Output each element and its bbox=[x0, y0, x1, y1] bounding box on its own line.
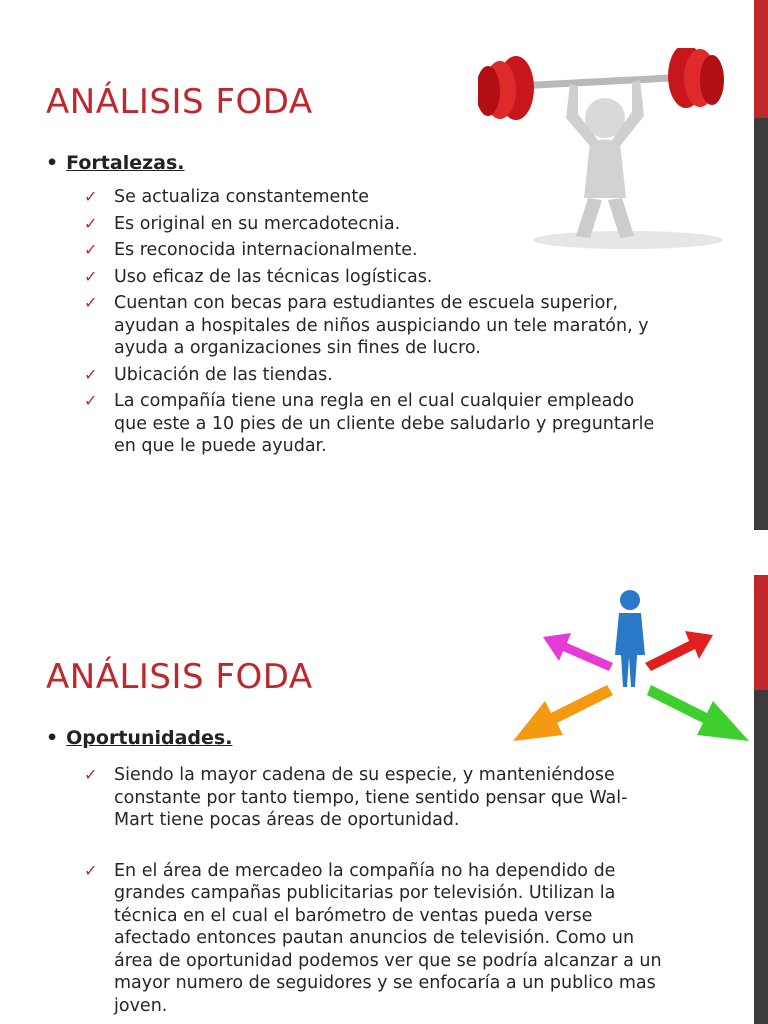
item-text: La compañía tiene una regla en el cual cualquier empleado que este a 10 pies de un cliente debe saludarlo y preguntarle en que le puede ayudar. bbox=[114, 391, 655, 456]
item-text: En el área de mercadeo la compañía no ha dependido de grandes campañas publicitarias por televisión. Utilizan la técnica en el cual el barómetro de ventas pueda verse afectado entonces pautan anuncios de televisión. Como un área de oportunidad podemos ver que se podría alcanzar a un mayor numero de seguidores y se enfocaría a un publico mas joven. bbox=[114, 860, 662, 1016]
item-text: Uso eficaz de las técnicas logísticas. bbox=[114, 266, 433, 287]
list-item bbox=[84, 364, 664, 387]
check-icon: ✓ bbox=[84, 240, 98, 259]
bullet-dot: • bbox=[46, 727, 59, 749]
slide-title: ANÁLISIS FODA bbox=[46, 657, 313, 697]
list-item bbox=[84, 860, 664, 1018]
list-item bbox=[84, 186, 664, 209]
list-item bbox=[84, 764, 664, 832]
list-item bbox=[84, 390, 664, 458]
slide-side-bar bbox=[754, 575, 768, 1024]
item-text: Se actualiza constantemente bbox=[114, 187, 370, 207]
slide-oportunidades bbox=[0, 575, 768, 1024]
slide-side-bar bbox=[754, 0, 768, 530]
check-icon: ✓ bbox=[84, 364, 98, 384]
section-heading bbox=[46, 152, 185, 174]
check-icon: ✓ bbox=[84, 213, 98, 233]
list-item bbox=[84, 266, 664, 289]
direction-arrows-figure-icon bbox=[505, 585, 755, 755]
item-text: Es original en su mercadotecnia. bbox=[114, 213, 401, 234]
check-icon: ✓ bbox=[84, 293, 98, 312]
heading-text: Fortalezas. bbox=[66, 152, 185, 174]
list-item bbox=[84, 239, 664, 262]
heading-text: Oportunidades. bbox=[66, 727, 233, 749]
item-text: Siendo la mayor cadena de su especie, y manteniéndose constante por tanto tiempo, tiene sentido pensar que Wal-Mart tiene pocas áreas de oportunidad. bbox=[114, 765, 628, 830]
item-text: Es reconocida internacionalmente. bbox=[114, 240, 418, 260]
check-icon: ✓ bbox=[84, 391, 98, 410]
check-icon: ✓ bbox=[84, 765, 98, 784]
list-item bbox=[84, 213, 664, 236]
section-heading bbox=[46, 727, 232, 749]
bullet-dot: • bbox=[46, 152, 59, 174]
check-icon: ✓ bbox=[84, 860, 98, 880]
check-icon: ✓ bbox=[84, 266, 98, 286]
strengths-list bbox=[84, 186, 664, 462]
item-text: Cuentan con becas para estudiantes de escuela superior, ayudan a hospitales de niños auspiciando un tele maratón, y ayuda a organizaciones sin fines de lucro. bbox=[114, 293, 649, 358]
item-text: Ubicación de las tiendas. bbox=[114, 364, 333, 385]
slide-title: ANÁLISIS FODA bbox=[46, 82, 313, 122]
check-icon: ✓ bbox=[84, 187, 98, 206]
opportunities-list bbox=[84, 764, 664, 1021]
list-item bbox=[84, 292, 664, 360]
